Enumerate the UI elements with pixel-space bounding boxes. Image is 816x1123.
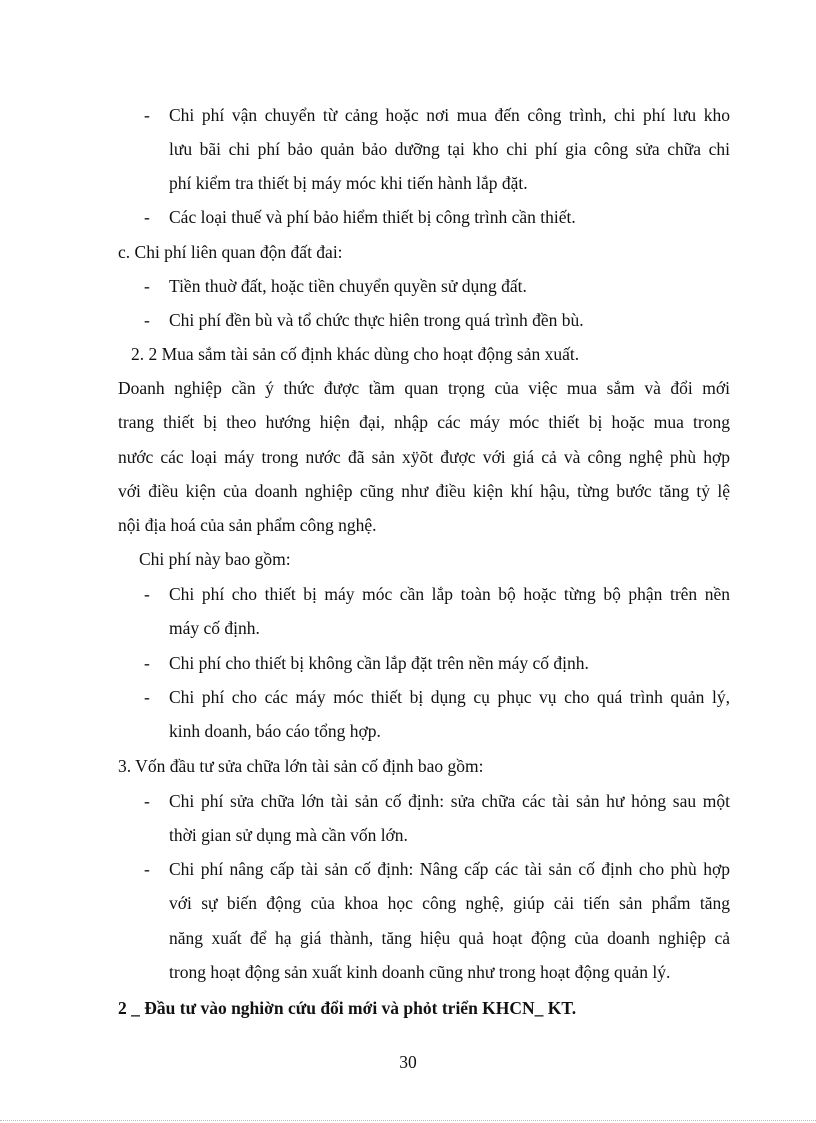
bullet-text-line: Chi phí cho thiết bị không cần lắp đặt trên nền máy cố định. [169, 653, 589, 673]
section-heading-2-bold: 2 _ Đầu tư vào nghiờn cứu đổi mới và phỏt triển KHCN_ KT. [118, 998, 577, 1018]
bullet-text-line: máy cố định. [169, 618, 260, 638]
paragraph-line: Doanh nghiệp cần ý thức được tầm quan trọng của việc mua sắm và đổi mới [118, 378, 730, 398]
paragraph-line: nội địa hoá của sản phẩm công nghệ. [118, 515, 377, 535]
bullet-text-line: Chi phí cho các máy móc thiết bị dụng cụ phục vụ cho quá trình quản lý, [169, 687, 730, 707]
bullet-text-line: thời gian sử dụng mà cần vốn lớn. [169, 825, 408, 845]
bullet-text-line: lưu bãi chi phí bảo quản bảo dưỡng tại kho chi phí gia công sửa chữa chi [169, 139, 730, 159]
bullet-dash: - [144, 207, 150, 227]
section-heading-3: 3. Vốn đầu tư sửa chữa lớn tài sản cố định bao gồm: [118, 756, 484, 776]
bullet-dash: - [144, 310, 150, 330]
bullet-dash: - [144, 687, 150, 707]
bullet-text-line: kinh doanh, báo cáo tổng hợp. [169, 721, 381, 741]
bullet-dash: - [144, 859, 150, 879]
bullet-dash: - [144, 791, 150, 811]
paragraph-line: nước các loại máy trong nước đã sản xÿõt được với giá cả và công nghệ phù hợp [118, 447, 730, 467]
bullet-text-line: Tiền thuờ đất, hoặc tiền chuyển quyền sử dụng đất. [169, 276, 527, 296]
bullet-text-line: phí kiểm tra thiết bị máy móc khi tiến hành lắp đặt. [169, 173, 528, 193]
bullet-text-line: Các loại thuế và phí bảo hiểm thiết bị công trình cần thiết. [169, 207, 576, 227]
paragraph-line: với điều kiện của doanh nghiệp cũng như điều kiện khí hậu, từng bước tăng tỷ lệ [118, 481, 730, 501]
page-number: 30 [399, 1052, 417, 1072]
bullet-text-line: Chi phí vận chuyển từ cảng hoặc nơi mua đến công trình, chi phí lưu kho [169, 105, 730, 125]
bullet-text-line: trong hoạt động sản xuất kinh doanh cũng như trong hoạt động quản lý. [169, 962, 671, 982]
subsection-heading-2-2: 2. 2 Mua sắm tài sản cố định khác dùng cho hoạt động sản xuất. [131, 344, 580, 364]
section-heading-c: c. Chi phí liên quan độn đất đai: [118, 242, 343, 262]
paragraph-line: trang thiết bị theo hướng hiện đại, nhập các máy móc thiết bị hoặc mua trong [118, 412, 730, 432]
bullet-text-line: Chi phí cho thiết bị máy móc cần lắp toàn bộ hoặc từng bộ phận trên nền [169, 584, 730, 604]
bullet-text-line: Chi phí nâng cấp tài sản cố định: Nâng cấp các tài sản cố định cho phù hợp [169, 859, 730, 879]
bullet-dash: - [144, 584, 150, 604]
page-bottom-divider [0, 1120, 816, 1121]
bullet-text-line: với sự biến động của khoa học công nghệ, giúp cải tiến sản phẩm tăng [169, 893, 730, 913]
bullet-dash: - [144, 276, 150, 296]
bullet-dash: - [144, 105, 150, 125]
bullet-text-line: Chi phí sửa chữa lớn tài sản cố định: sửa chữa các tài sản hư hỏng sau một [169, 791, 730, 811]
bullet-text-line: năng xuất để hạ giá thành, tăng hiệu quả hoạt động của doanh nghiệp cả [169, 928, 730, 948]
bullet-dash: - [144, 653, 150, 673]
paragraph-intro: Chi phí này bao gồm: [139, 549, 291, 569]
bullet-text-line: Chi phí đền bù và tổ chức thực hiên trong quá trình đền bù. [169, 310, 584, 330]
